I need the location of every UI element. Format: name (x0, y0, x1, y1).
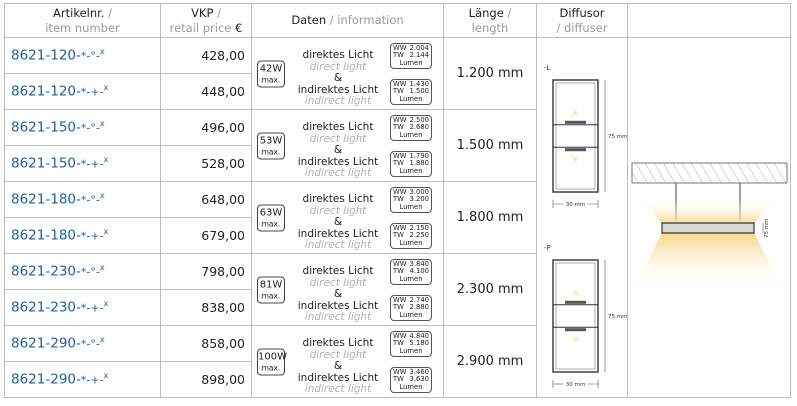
item-number-cell (5, 218, 161, 254)
information-cell (252, 110, 444, 182)
lumen-unit (393, 384, 429, 391)
indirect-light-en: indirect light (304, 239, 372, 252)
price-cell: 898,00 (161, 362, 252, 398)
ww-value: 2.150 (409, 224, 429, 232)
tw-label: TW (393, 51, 404, 60)
tw-value: 2.880 (409, 303, 429, 312)
item-number-suffix: *-°- (80, 337, 100, 351)
header-item-number: Artikelnr. / item number (5, 4, 161, 38)
tw-value: 2.680 (409, 123, 429, 132)
ampersand: & (333, 216, 343, 229)
ampersand: & (333, 360, 343, 373)
luminaire-body (662, 223, 754, 233)
item-number-base: 8621-290- (11, 335, 81, 352)
pendant-illustration (628, 38, 791, 398)
item-number-sup: x (99, 263, 105, 273)
product-table (4, 3, 791, 398)
tw-label: TW (393, 267, 404, 276)
item-number-cell (5, 110, 161, 146)
indirect-light-beam (642, 200, 774, 224)
ww-value: 2.004 (409, 44, 429, 52)
lumen-unit (393, 168, 429, 175)
ww-label: WW (393, 188, 407, 196)
direct-light-de: direktes Licht (302, 337, 374, 349)
item-number-sup: x (99, 47, 105, 57)
tw-label: TW (393, 303, 404, 312)
item-number-cell (5, 326, 161, 362)
table-row (5, 38, 791, 74)
lumen-label: Lumen (399, 382, 423, 391)
direct-light-en: direct light (309, 348, 367, 361)
tw-label: TW (393, 231, 404, 240)
wattage-max: max. (261, 219, 281, 228)
lumen-unit (393, 132, 429, 139)
profile-width-label: 30 mm (565, 382, 586, 388)
information-cell (252, 254, 444, 326)
ww-value: 3.000 (409, 188, 429, 196)
price-cell: 528,00 (161, 146, 252, 182)
header-length: Länge / length (444, 4, 537, 38)
direct-light-de: direktes Licht (302, 121, 374, 133)
luminaire-height-label: 75 mm (764, 218, 770, 238)
wattage-badge (257, 60, 285, 87)
item-number-sup: x (99, 191, 105, 201)
tw-label: TW (393, 87, 404, 96)
wattage-value: 63W (259, 207, 283, 218)
direct-light-de: direktes Licht (302, 193, 374, 205)
ww-label: WW (393, 116, 407, 124)
tw-value: 2.250 (409, 231, 429, 240)
direct-light-en: direct light (309, 204, 367, 217)
information-cell (252, 38, 444, 110)
price-cell: 679,00 (161, 218, 252, 254)
wattage-max: max. (261, 75, 281, 84)
tw-value: 2.144 (409, 51, 429, 60)
lumen-label: Lumen (399, 202, 423, 211)
item-number-base: 8621-150- (11, 155, 81, 172)
item-number-base: 8621-230- (11, 263, 81, 280)
information-cell (252, 182, 444, 254)
direct-light-en: direct light (309, 276, 367, 289)
lumen-label: Lumen (399, 58, 423, 67)
item-number-sup: x (103, 83, 109, 93)
light-description (294, 266, 382, 324)
wattage-value: 81W (259, 279, 283, 290)
length-cell: 2.900 mm (444, 326, 537, 398)
tw-value: 5.180 (409, 339, 429, 348)
lumen-label: Lumen (399, 346, 423, 355)
lumen-label: Lumen (399, 238, 423, 247)
direct-light-beam (634, 233, 782, 288)
price-cell: 428,00 (161, 38, 252, 74)
illustration-cell (628, 38, 791, 398)
direct-lumen-box (390, 259, 432, 285)
ww-label: WW (393, 224, 407, 232)
lumen-unit (393, 204, 429, 211)
lumen-label: Lumen (399, 310, 423, 319)
light-description (294, 50, 382, 108)
ww-value: 3.460 (409, 368, 429, 376)
ampersand: & (333, 144, 343, 157)
tw-label: TW (393, 375, 404, 384)
tw-value: 4.100 (409, 267, 429, 276)
ww-value: 4.840 (409, 332, 429, 340)
direct-lumen-box (390, 43, 432, 69)
lumen-unit (393, 60, 429, 67)
wattage-max: max. (261, 291, 281, 300)
profile-height-label: 75 mm (608, 134, 628, 140)
direct-light-en: direct light (309, 132, 367, 145)
profile-height-label: 75 mm (608, 314, 628, 320)
lumen-unit (393, 240, 429, 247)
ww-label: WW (393, 296, 407, 304)
direct-light-en: direct light (309, 60, 367, 73)
indirect-light-de: indirektes Licht (297, 83, 379, 96)
information-cell (252, 326, 444, 398)
item-number-cell (5, 38, 161, 74)
item-number-suffix: *-°- (80, 49, 100, 63)
light-description (294, 194, 382, 252)
item-number-cell (5, 182, 161, 218)
tw-label: TW (393, 159, 404, 168)
lumen-unit (393, 276, 429, 283)
length-cell: 2.300 mm (444, 254, 537, 326)
item-number-sup: x (99, 119, 105, 129)
wattage-value: 53W (259, 135, 283, 146)
profile-label: -L (544, 64, 551, 72)
wattage-badge (257, 348, 285, 375)
ww-value: 2.500 (409, 116, 429, 124)
ww-label: WW (393, 260, 407, 268)
item-number-base: 8621-120- (11, 47, 81, 64)
item-number-suffix: *-+- (80, 373, 104, 387)
wattage-badge (257, 276, 285, 303)
wattage-value: 100W (258, 351, 287, 362)
indirect-light-de: indirektes Licht (297, 155, 379, 168)
item-number-suffix: *-+- (80, 85, 104, 99)
price-cell: 798,00 (161, 254, 252, 290)
item-number-cell (5, 362, 161, 398)
lumen-unit (393, 96, 429, 103)
ampersand: & (333, 72, 343, 85)
tw-value: 3.200 (409, 195, 429, 204)
price-cell: 448,00 (161, 74, 252, 110)
wattage-badge (257, 132, 285, 159)
item-number-base: 8621-150- (11, 119, 81, 136)
length-cell: 1.800 mm (444, 182, 537, 254)
item-number-base: 8621-180- (11, 227, 81, 244)
profile-width-label: 30 mm (565, 202, 586, 208)
item-number-suffix: *-+- (80, 157, 104, 171)
item-number-cell (5, 254, 161, 290)
length-cell: 1.200 mm (444, 38, 537, 110)
indirect-light-de: indirektes Licht (297, 299, 379, 312)
ww-value: 1.790 (409, 152, 429, 160)
item-number-base: 8621-120- (11, 83, 81, 100)
indirect-light-en: indirect light (304, 383, 372, 396)
lumen-label: Lumen (399, 274, 423, 283)
item-number-suffix: *-°- (80, 265, 100, 279)
item-number-base: 8621-180- (11, 191, 81, 208)
price-cell: 858,00 (161, 326, 252, 362)
indirect-lumen-box (390, 79, 432, 105)
tw-value: 1.880 (409, 159, 429, 168)
indirect-lumen-box (390, 151, 432, 177)
ww-value: 3.840 (409, 260, 429, 268)
price-cell: 496,00 (161, 110, 252, 146)
item-number-cell (5, 290, 161, 326)
header-information: Daten / information (252, 4, 444, 38)
header-retail-price: VKP / retail price € (161, 4, 252, 38)
diffuser-profile-p (544, 244, 627, 388)
ww-label: WW (393, 368, 407, 376)
item-number-cell (5, 74, 161, 110)
lumen-unit (393, 312, 429, 319)
light-description (294, 338, 382, 396)
tw-value: 3.630 (409, 375, 429, 384)
diffuser-drawings (537, 38, 628, 398)
price-cell: 648,00 (161, 182, 252, 218)
header-empty (628, 4, 791, 38)
direct-light-de: direktes Licht (302, 49, 374, 61)
tw-label: TW (393, 123, 404, 132)
diffuser-profile-l (544, 64, 627, 208)
ww-label: WW (393, 332, 407, 340)
wattage-badge (257, 204, 285, 231)
indirect-lumen-box (390, 223, 432, 249)
item-number-suffix: *-+- (80, 229, 104, 243)
item-number-sup: x (99, 335, 105, 345)
wattage-value: 42W (259, 63, 283, 74)
item-number-base: 8621-230- (11, 299, 81, 316)
item-number-suffix: *-°- (80, 121, 100, 135)
direct-lumen-box (390, 115, 432, 141)
indirect-lumen-box (390, 295, 432, 321)
light-description (294, 122, 382, 180)
item-number-sup: x (103, 371, 109, 381)
item-number-base: 8621-290- (11, 371, 81, 388)
wattage-max: max. (261, 147, 281, 156)
ww-label: WW (393, 44, 407, 52)
header-row (5, 4, 791, 38)
indirect-lumen-box (390, 367, 432, 393)
tw-value: 1.500 (409, 87, 429, 96)
header-diffuser: Diffusor / diffuser (537, 4, 628, 38)
indirect-light-de: indirektes Licht (297, 227, 379, 240)
item-number-suffix: *-+- (80, 301, 104, 315)
item-number-suffix: *-°- (80, 193, 100, 207)
item-number-sup: x (103, 227, 109, 237)
direct-light-de: direktes Licht (302, 265, 374, 277)
item-number-sup: x (103, 299, 109, 309)
wattage-max: max. (261, 363, 281, 372)
profile-label: -P (544, 244, 551, 252)
indirect-light-de: indirektes Licht (297, 371, 379, 384)
ww-value: 1.430 (409, 80, 429, 88)
lumen-label: Lumen (399, 130, 423, 139)
item-number-cell (5, 146, 161, 182)
indirect-light-en: indirect light (304, 95, 372, 108)
diffuser-cell (537, 38, 628, 398)
ww-label: WW (393, 80, 407, 88)
price-cell: 838,00 (161, 290, 252, 326)
indirect-light-en: indirect light (304, 167, 372, 180)
direct-lumen-box (390, 187, 432, 213)
lumen-unit (393, 348, 429, 355)
tw-label: TW (393, 339, 404, 348)
ww-value: 2.740 (409, 296, 429, 304)
ceiling-shape (632, 163, 787, 183)
lumen-label: Lumen (399, 166, 423, 175)
direct-lumen-box (390, 331, 432, 357)
ww-label: WW (393, 152, 407, 160)
lumen-label: Lumen (399, 94, 423, 103)
length-cell: 1.500 mm (444, 110, 537, 182)
item-number-sup: x (103, 155, 109, 165)
tw-label: TW (393, 195, 404, 204)
indirect-light-en: indirect light (304, 311, 372, 324)
ampersand: & (333, 288, 343, 301)
